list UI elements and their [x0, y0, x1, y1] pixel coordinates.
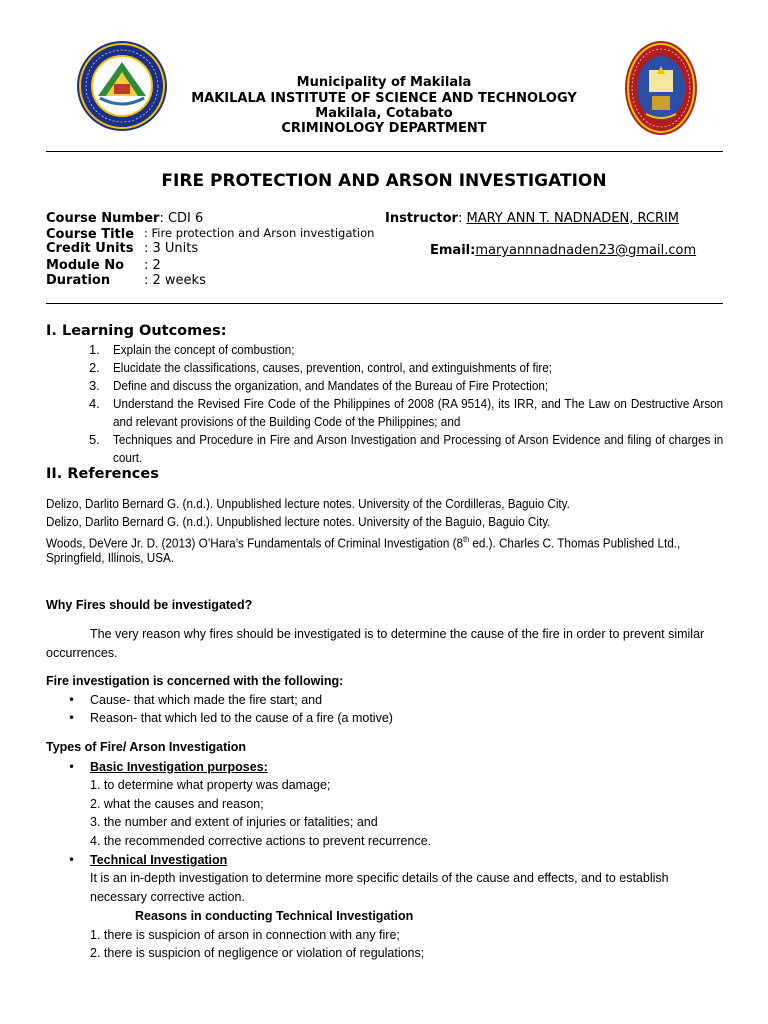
reference-3-line2: Springfield, Illinois, USA.	[46, 550, 175, 565]
outcome-num-3: 3.	[89, 378, 100, 393]
email-link[interactable]: maryannnadnaden23@gmail.com	[475, 243, 697, 258]
learning-outcomes-heading: I. Learning Outcomes:	[46, 323, 227, 339]
types-heading: Types of Fire/ Arson Investigation	[46, 740, 247, 754]
header-department: CRIMINOLOGY DEPARTMENT	[281, 121, 487, 136]
document-title: FIRE PROTECTION AND ARSON INVESTIGATION	[161, 171, 607, 191]
instructor-label: Instructor	[385, 211, 458, 226]
module-no-value: : 2	[144, 258, 161, 273]
bullet-icon: •	[68, 693, 76, 707]
course-title-value: : Fire protection and Arson investigation	[144, 226, 375, 240]
basic-item-3: 3. the number and extent of injuries or fatalities; and	[90, 815, 378, 829]
credit-units-value: : 3 Units	[144, 241, 199, 256]
why-paragraph-line1: The very reason why fires should be investigated is to determine the cause of the fire in order to prevent similar	[90, 627, 705, 641]
reference-1: Delizo, Darlito Bernard G. (n.d.). Unpublished lecture notes. University of the Cordilleras, Baguio City.	[46, 496, 570, 511]
reason-item-2: 2. there is suspicion of negligence or violation of regulations;	[90, 946, 425, 960]
concerned-heading: Fire investigation is concerned with the following:	[46, 674, 344, 688]
duration-label: Duration	[46, 273, 111, 288]
email-label: Email:	[430, 243, 476, 258]
outcome-text-5: Techniques and Procedure in Fire and Arson Investigation and Processing of Arson Evidence and filing of charges in court.	[113, 432, 724, 465]
header-divider	[46, 151, 723, 152]
reference-3-text-end: ed.). Charles C. Thomas Published Ltd.,	[469, 535, 681, 551]
email-row	[430, 241, 696, 259]
reason-item-1: 1. there is suspicion of arson in connection with any fire;	[90, 928, 400, 942]
duration-value: : 2 weeks	[144, 273, 206, 288]
course-number-label: Course Number	[46, 211, 160, 226]
outcome-text-2: Elucidate the classifications, causes, prevention, control, and extinguishments of fire;	[113, 360, 552, 375]
basic-investigation-title: Basic Investigation purposes:	[90, 760, 268, 774]
concerned-bullet-2: Reason- that which led to the cause of a fire (a motive)	[90, 711, 393, 725]
concerned-bullet-1: Cause- that which made the fire start; and	[90, 693, 323, 707]
outcome-num-1: 1.	[89, 342, 100, 357]
course-title-label: Course Title	[46, 227, 135, 242]
header-location: Makilala, Cotabato	[315, 106, 453, 121]
basic-item-4: 4. the recommended corrective actions to prevent recurrence.	[90, 834, 432, 848]
basic-item-2: 2. what the causes and reason;	[90, 797, 264, 811]
outcome-num-4: 4.	[89, 396, 100, 411]
outcome-text-1: Explain the concept of combustion;	[113, 342, 295, 357]
outcome-num-5: 5.	[89, 432, 100, 447]
credit-units-label: Credit Units	[46, 241, 134, 256]
course-divider	[46, 303, 723, 304]
technical-paragraph-line1: It is an in-depth investigation to determine more specific details of the cause and effects, and to establish	[90, 871, 669, 885]
reference-3-text: Woods, DeVere Jr. D. (2013) O’Hara’s Fundamentals of Criminal Investigation (8	[46, 535, 464, 551]
reference-3-superscript: th	[463, 535, 470, 544]
references-heading: II. References	[46, 466, 159, 482]
technical-paragraph-line2: necessary corrective action.	[90, 890, 245, 904]
instructor-row	[385, 209, 679, 227]
outcome-num-2: 2.	[89, 360, 100, 375]
module-no-label: Module No	[46, 258, 125, 273]
reference-2: Delizo, Darlito Bernard G. (n.d.). Unpublished lecture notes. University of the Baguio, Baguio City.	[46, 514, 551, 529]
bullet-icon: •	[68, 711, 76, 725]
instructor-name: MARY ANN T. NADNADEN, RCRIM	[466, 211, 680, 226]
instructor-colon: :	[457, 211, 467, 226]
reasons-heading: Reasons in conducting Technical Investigation	[135, 909, 414, 923]
bullet-icon: •	[68, 760, 76, 774]
why-paragraph-line2: occurrences.	[46, 646, 118, 660]
course-number-value: : CDI 6	[159, 211, 204, 226]
header-institute: MAKILALA INSTITUTE OF SCIENCE AND TECHNOLOGY	[191, 91, 577, 106]
bullet-icon: •	[68, 853, 76, 867]
header-municipality: Municipality of Makilala	[296, 75, 472, 90]
basic-item-1: 1. to determine what property was damage;	[90, 778, 331, 792]
outcome-text-4: Understand the Revised Fire Code of the Philippines of 2008 (RA 9514), its IRR, and The Law on Destructive Arson and relevant provisions of the Building Code of the Philippines; and	[113, 396, 724, 429]
technical-investigation-title: Technical Investigation	[90, 853, 228, 867]
outcome-text-3: Define and discuss the organization, and Mandates of the Bureau of Fire Protection;	[113, 378, 549, 393]
why-heading: Why Fires should be investigated?	[46, 598, 253, 612]
